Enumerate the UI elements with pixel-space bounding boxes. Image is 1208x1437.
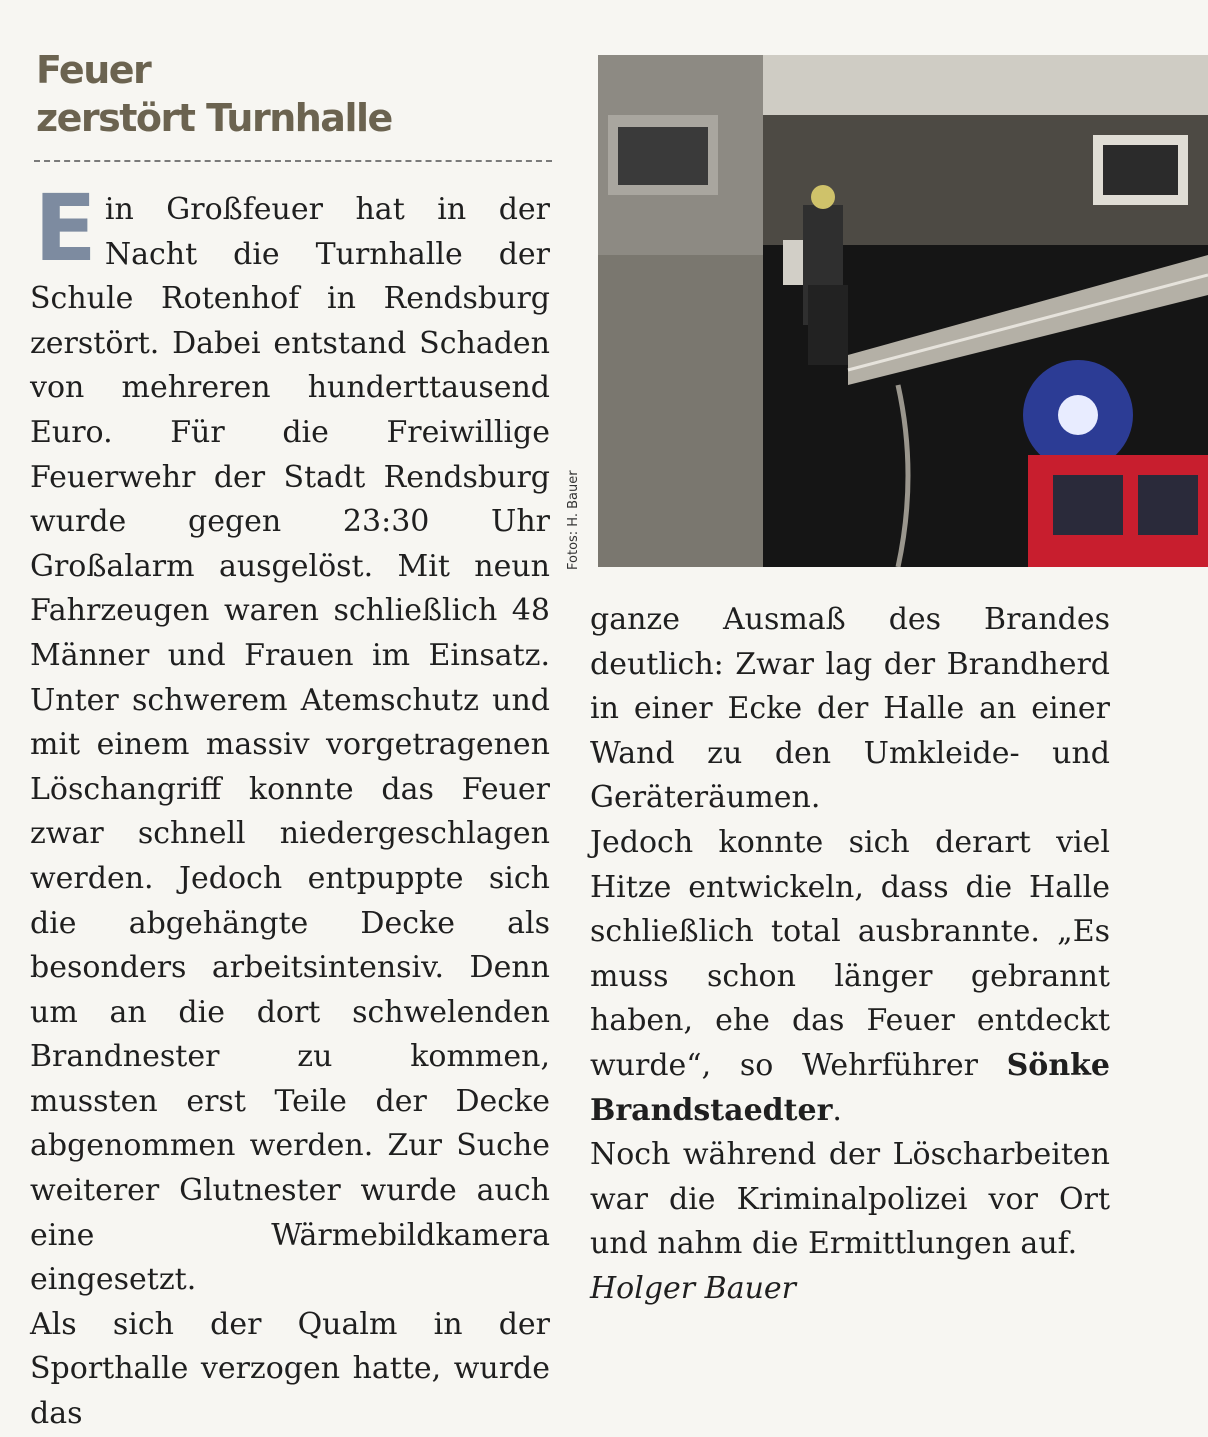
photo-credit-container <box>566 470 586 720</box>
paragraph-4: Noch während der Löscharbeiten war die Kriminalpolizei vor Ort und nahm die Ermittlungen auf. <box>590 1137 1110 1262</box>
paragraph-1-text: in Großfeuer hat in der Nacht die Turnhalle der Schule Rotenhof in Rendsburg zerstört. Dabei entstand Schaden von mehreren hunderttausend Euro. Für die Freiwillige Feuerwehr der Stadt Rendsburg wurde gegen 23:30 Uhr Großalarm ausgelöst. Mit neun Fahrzeugen waren schließlich 48 Männer und Frauen im Einsatz. Unter schwerem Atemschutz und mit einem massiv vorgetragenen Löschangriff konnte das Feuer zwar schnell niedergeschlagen werden. Jedoch entpuppte sich die abgehängte Decke als besonders arbeitsintensiv. Denn um an die dort schwelenden Brandnester zu kommen, mussten erst Teile der Decke abgenommen werden. Zur Suche weiterer Glutnester wurde auch eine Wärmebildkamera eingesetzt. <box>30 192 550 1298</box>
paragraph-2-part-1: Als sich der Qualm in der Sporthalle verzogen hatte, wurde das <box>30 1306 550 1432</box>
paragraph-1 <box>30 175 550 1303</box>
article-column-right <box>590 598 1110 1312</box>
headline-line-2: zerstört Turnhalle <box>36 96 392 140</box>
fire-scene-image <box>598 55 1208 567</box>
author-name: Holger Bauer <box>590 1270 797 1306</box>
paragraph-2-part-2: ganze Ausmaß des Brandes deutlich: Zwar lag der Brandherd in einer Ecke der Halle an einer Wand zu den Umkleide- und Geräteräumen. <box>590 602 1110 816</box>
fire-photo <box>598 55 1208 567</box>
paragraph-3-text: Jedoch konnte sich derart viel Hitze entwickeln, dass die Halle schließlich total ausbrannte. „Es muss schon länger gebrannt haben, ehe das Feuer entdeckt wurde“, so Wehrführer <box>590 824 1110 1083</box>
headline-line-1: Feuer <box>36 48 151 92</box>
article-column-left <box>30 175 550 1437</box>
article-headline <box>36 46 392 142</box>
headline-divider <box>34 160 552 162</box>
quoted-person-name: Sönke Brandstaedter <box>590 1047 1110 1128</box>
drop-cap: E <box>34 175 97 282</box>
paragraph-3 <box>590 821 1110 1133</box>
photo-credit: Fotos: H. Bauer <box>566 470 581 570</box>
paragraph-3-end: . <box>832 1092 842 1128</box>
